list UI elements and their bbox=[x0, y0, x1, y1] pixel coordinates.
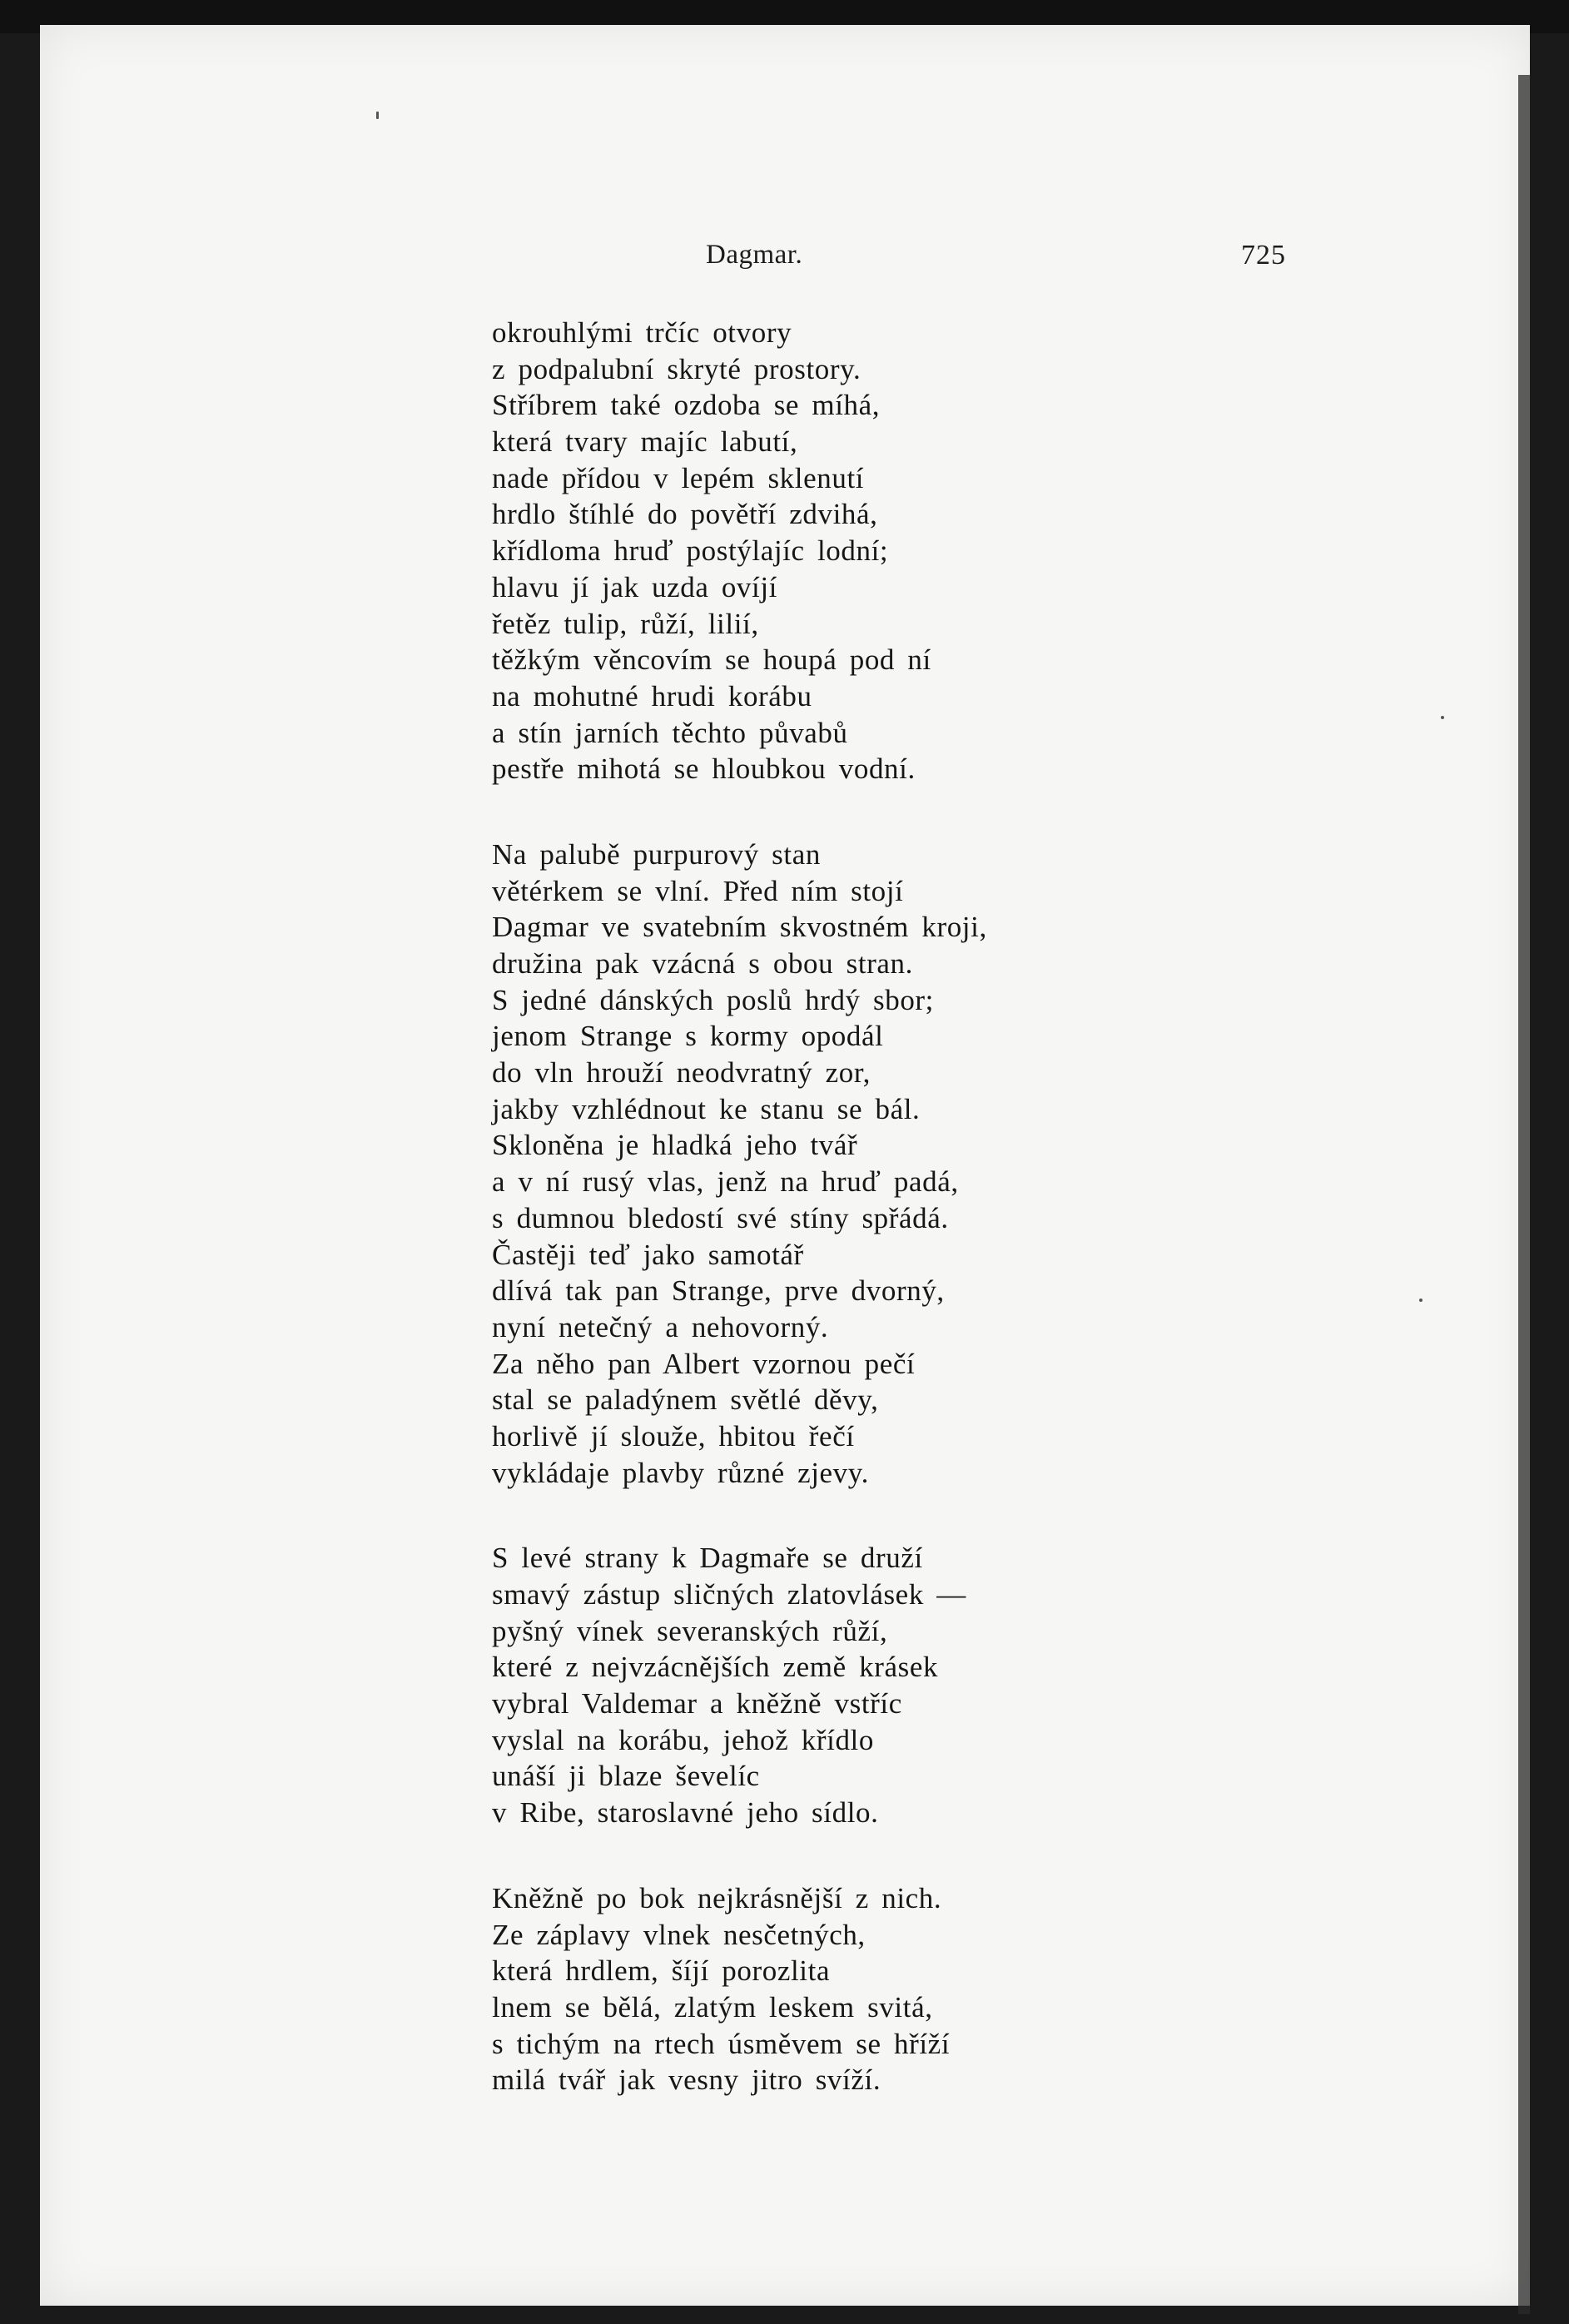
paper-speck bbox=[376, 112, 379, 119]
poem-line: S jedné dánských poslů hrdý sbor; bbox=[492, 983, 934, 1016]
paper-speck bbox=[1419, 1299, 1423, 1302]
page-edge-shadow bbox=[1518, 75, 1530, 2314]
poem-line: která tvary majíc labutí, bbox=[492, 425, 798, 459]
running-title: Dagmar. bbox=[706, 240, 803, 270]
paper-speck bbox=[1441, 716, 1444, 719]
running-head bbox=[40, 240, 1530, 273]
stanza bbox=[492, 1540, 1408, 1831]
poem-line: družina pak vzácná s obou stran. bbox=[492, 947, 913, 980]
poem-line: těžkým věncovím se houpá pod ní bbox=[492, 643, 931, 677]
poem-line: pyšný vínek severanských růží, bbox=[492, 1614, 888, 1647]
poem-body bbox=[492, 315, 1408, 2148]
poem-line: unáší ji blaze ševelíc bbox=[492, 1760, 760, 1793]
poem-line: v Ribe, staroslavné jeho sídlo. bbox=[492, 1796, 879, 1830]
poem-line: křídloma hruď postýlajíc lodní; bbox=[492, 534, 889, 568]
poem-line: stal se paladýnem světlé děvy, bbox=[492, 1383, 879, 1417]
poem-line: Na palubě purpurový stan bbox=[492, 837, 821, 871]
book-page bbox=[40, 25, 1530, 2306]
poem-line: z podpalubní skryté prostory. bbox=[492, 352, 861, 385]
poem-line: lnem se bělá, zlatým leskem svitá, bbox=[492, 1990, 933, 2024]
poem-line: vykládaje plavby různé zjevy. bbox=[492, 1456, 869, 1489]
stanza bbox=[492, 315, 1408, 787]
poem-line: milá tvář jak vesny jitro svíží. bbox=[492, 2063, 881, 2097]
stanza bbox=[492, 837, 1408, 1491]
poem-line: která hrdlem, šíjí porozlita bbox=[492, 1954, 831, 1988]
poem-line: jakby vzhlédnout ke stanu se bál. bbox=[492, 1092, 921, 1125]
poem-line: vyslal na korábu, jehož křídlo bbox=[492, 1723, 874, 1756]
poem-line: a v ní rusý vlas, jenž na hruď padá, bbox=[492, 1165, 959, 1199]
poem-line: do vln hrouží neodvratný zor, bbox=[492, 1056, 871, 1090]
poem-line: Dagmar ve svatebním skvostném kroji, bbox=[492, 911, 987, 944]
poem-line: s tichým na rtech úsměvem se hříží bbox=[492, 2027, 951, 2060]
poem-line: a stín jarních těchto půvabů bbox=[492, 716, 848, 749]
poem-line: nade přídou v lepém sklenutí bbox=[492, 461, 865, 494]
poem-line: které z nejvzácnějších země krásek bbox=[492, 1651, 939, 1684]
poem-line: na mohutné hrudi korábu bbox=[492, 679, 812, 713]
page-number: 725 bbox=[1241, 240, 1286, 271]
poem-line: jenom Strange s kormy opodál bbox=[492, 1020, 884, 1053]
poem-line: dlívá tak pan Strange, prve dvorný, bbox=[492, 1274, 945, 1308]
poem-line: Kněžně po bok nejkrásnější z nich. bbox=[492, 1881, 942, 1914]
poem-line: vybral Valdemar a kněžně vstříc bbox=[492, 1687, 902, 1721]
poem-line: smavý zástup sličných zlatovlásek — bbox=[492, 1578, 966, 1611]
poem-line: S levé strany k Dagmaře se druží bbox=[492, 1542, 923, 1575]
poem-line: Skloněna je hladká jeho tvář bbox=[492, 1129, 858, 1162]
poem-line: Ze záplavy vlnek nesčetných, bbox=[492, 1918, 866, 1951]
poem-line: Stříbrem také ozdoba se míhá, bbox=[492, 389, 881, 422]
poem-line: horlivě jí slouže, hbitou řečí bbox=[492, 1419, 855, 1452]
poem-line: s dumnou bledostí své stíny spřádá. bbox=[492, 1201, 949, 1234]
poem-line: řetěz tulip, růží, lilií, bbox=[492, 607, 759, 640]
poem-line: hrdlo štíhlé do povětří zdvihá, bbox=[492, 498, 878, 531]
poem-line: větérkem se vlní. Před ním stojí bbox=[492, 874, 904, 907]
poem-line: nyní netečný a nehovorný. bbox=[492, 1310, 829, 1343]
poem-line: hlavu jí jak uzda ovíjí bbox=[492, 570, 778, 603]
poem-line: Častěji teď jako samotář bbox=[492, 1238, 804, 1271]
poem-line: Za něho pan Albert vzornou pečí bbox=[492, 1347, 916, 1380]
poem-line: pestře mihotá se hloubkou vodní. bbox=[492, 752, 916, 786]
poem-line: okrouhlými trčíc otvory bbox=[492, 316, 792, 349]
stanza bbox=[492, 1880, 1408, 2098]
